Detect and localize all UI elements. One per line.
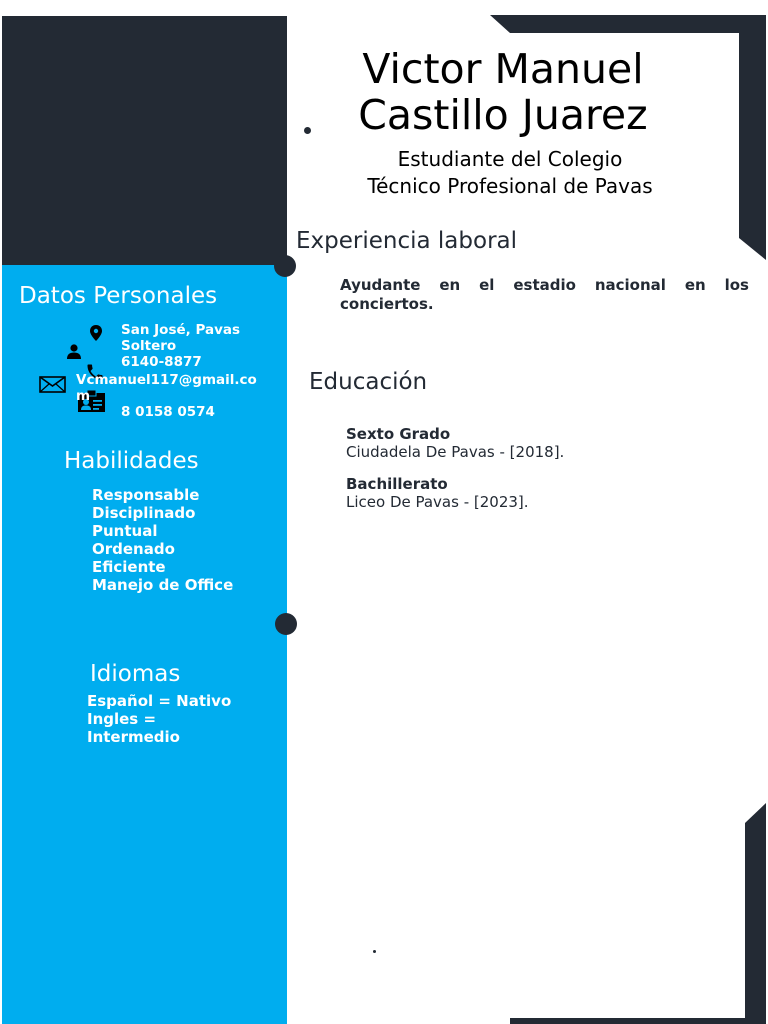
frame-bottom-right-bar [745, 803, 766, 1024]
list-item: Manejo de Office [92, 576, 234, 594]
page-title [300, 46, 706, 138]
header-dark-block [2, 16, 287, 265]
list-item: Eficiente [92, 558, 166, 576]
languages-list [87, 692, 231, 746]
subtitle-line-1: Estudiante del Colegio [397, 147, 623, 171]
list-item: Español = Nativo [87, 692, 232, 710]
list-item: Disciplinado [92, 504, 196, 522]
timeline-dot-top [274, 255, 296, 277]
envelope-icon [39, 376, 66, 393]
education-title: Sexto Grado [346, 425, 451, 443]
decorative-tiny-dot [373, 950, 376, 953]
person-icon [66, 344, 82, 359]
list-item: Responsable [92, 486, 200, 504]
location-text: San José, Pavas [121, 322, 241, 338]
civil-status-text: Soltero [121, 338, 177, 354]
education-item [346, 475, 529, 511]
skills-list [92, 486, 233, 594]
education-title: Bachillerato [346, 475, 448, 493]
experience-text: Ayudante en el estadio nacional en los conciertos. [340, 276, 749, 313]
education-detail: Ciudadela De Pavas - [2018]. [346, 443, 565, 461]
education-heading: Educación [309, 369, 428, 395]
frame-bottom-bar [510, 1018, 766, 1024]
phone-text: 6140-8877 [121, 354, 202, 370]
education-item [346, 425, 564, 461]
list-item: Puntual [92, 522, 158, 540]
list-item: Intermedio [87, 728, 180, 746]
id-number-text: 8 0158 0574 [121, 404, 215, 420]
personal-heading: Datos Personales [19, 283, 218, 309]
email-overflow-text: m [76, 388, 91, 404]
list-item: Ordenado [92, 540, 175, 558]
email-text: Vcmanuel117@gmail.co [76, 372, 257, 388]
timeline-dot-middle [275, 613, 297, 635]
location-pin-icon [89, 325, 103, 341]
subtitle [310, 146, 710, 200]
frame-top-bar [490, 15, 766, 33]
name-line-2: Castillo Juarez [358, 91, 648, 139]
name-line-1: Victor Manuel [362, 45, 644, 93]
skills-heading: Habilidades [64, 448, 199, 474]
list-item: Ingles = [87, 710, 157, 728]
experience-heading: Experiencia laboral [296, 228, 518, 254]
education-detail: Liceo De Pavas - [2023]. [346, 493, 529, 511]
languages-heading: Idiomas [90, 661, 181, 687]
frame-top-right-bar [739, 15, 766, 260]
subtitle-line-2: Técnico Profesional de Pavas [367, 174, 653, 198]
